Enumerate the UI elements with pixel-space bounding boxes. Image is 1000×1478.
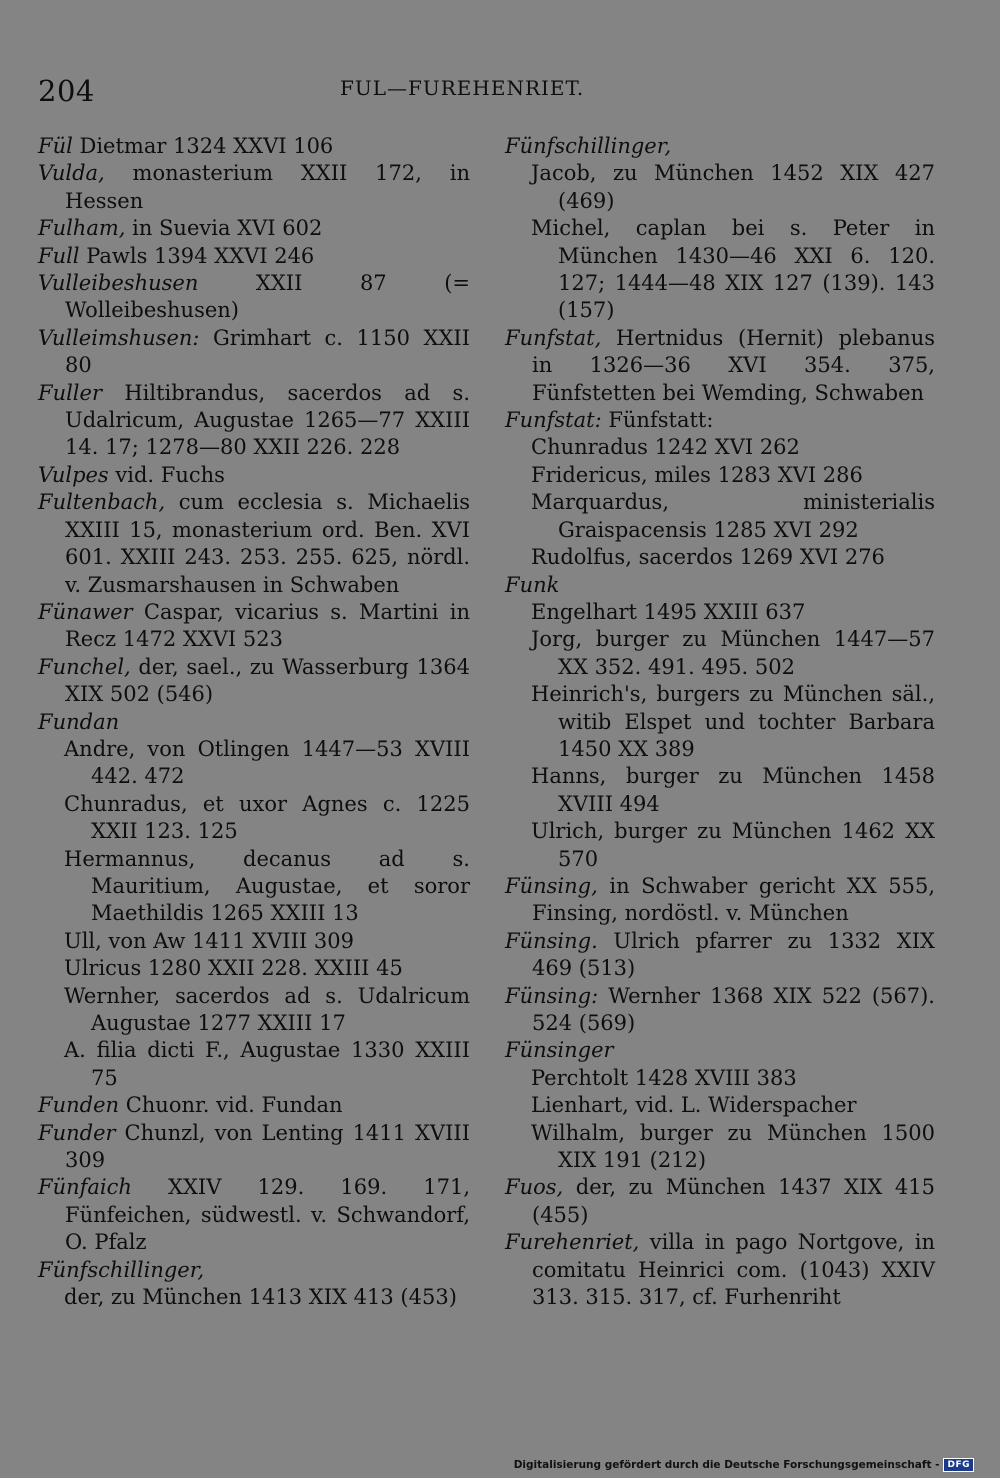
entry-text: in Schwaber gericht XX 555, Finsing, nordöstl. v. München (532, 873, 935, 926)
entry-text: Chunzl, von Lenting 1411 XVIII 309 (65, 1120, 470, 1173)
index-subentry (505, 1120, 935, 1175)
index-entry (38, 709, 470, 736)
entry-text: Perchtolt 1428 XVIII 383 (531, 1065, 797, 1090)
entry-text: Dietmar 1324 XXVI 106 (72, 134, 334, 158)
index-subentry (505, 626, 935, 681)
index-entry (38, 1120, 470, 1175)
footer (514, 1458, 974, 1472)
index-entry (505, 873, 935, 928)
index-entry (38, 654, 470, 709)
index-entry (38, 133, 470, 160)
entry-text: Lienhart, vid. L. Widerspacher (531, 1093, 857, 1118)
entry-text: Wilhalm, burger zu München 1500 XIX 191 (212) (531, 1120, 935, 1173)
entry-text: Engelhart 1495 XXIII 637 (531, 599, 806, 624)
right-column (505, 133, 935, 1311)
entry-headword: Fünfschillinger, (505, 134, 672, 158)
entry-text: Ull, von Aw 1411 XVIII 309 (64, 928, 354, 953)
entry-text: A. filia dicti F., Augustae 1330 XXIII 75 (64, 1038, 470, 1090)
entry-headword: Funk (505, 572, 560, 597)
index-entry (505, 407, 935, 434)
entry-text: Chunradus 1242 XVI 262 (531, 435, 800, 460)
footer-credit: Digitalisierung gefördert durch die Deutsche Forschungsgemeinschaft - (513, 1459, 940, 1471)
index-entry (505, 928, 935, 983)
entry-text: Jorg, burger zu München 1447—57 XX 352. 491. 495. 502 (531, 627, 935, 679)
index-subentry (38, 1037, 470, 1092)
entry-headword: Vulleibeshusen (38, 271, 199, 296)
index-subentry (38, 736, 470, 791)
entry-headword: Fünsing. (505, 928, 598, 953)
index-entry (505, 983, 935, 1038)
entry-headword: Fulham, (38, 216, 126, 241)
entry-headword: Funchel, (38, 654, 131, 679)
left-column (38, 133, 470, 1311)
entry-headword: Funfstat, (505, 325, 602, 350)
entry-text: cum ecclesia s. Michaelis XXIII 15, monasterium ord. Ben. XVI 601. XXIII 243. 253. 255. 625, nördl. v. Zusmarshausen in Schwaben (65, 490, 470, 597)
index-entry (505, 1174, 935, 1229)
index-subentry (38, 983, 470, 1038)
index-subentry (505, 434, 935, 461)
entry-text: Grimhart c. 1150 XXII 80 (65, 325, 470, 378)
index-subentry (505, 489, 935, 544)
entry-text: Heinrich's, burgers zu München säl., witib Elspet und tochter Barbara 1450 XX 389 (531, 682, 935, 761)
entry-text: der, zu München 1437 XIX 415 (455) (532, 1175, 935, 1227)
index-subentry (38, 791, 470, 846)
entry-text: Chuonr. vid. Fundan (119, 1093, 343, 1118)
entry-headword: Fuller (38, 380, 102, 405)
index-subentry (505, 599, 935, 626)
index-entry (38, 489, 470, 599)
index-subentry (505, 681, 935, 763)
entry-text: Wernher, sacerdos ad s. Udalricum Augustae 1277 XXIII 17 (64, 983, 470, 1035)
index-subentry (505, 763, 935, 818)
entry-text: XXII 87 (= Wolleibeshusen) (65, 271, 470, 323)
entry-headword: Fünsing: (505, 983, 599, 1008)
index-subentry (38, 1284, 470, 1311)
entry-text: Fridericus, miles 1283 XVI 286 (531, 462, 863, 487)
entry-headword: Fünfaich (38, 1175, 132, 1200)
index-entry (38, 160, 470, 215)
entry-text: monasterium XXII 172, in Hessen (65, 161, 470, 213)
index-entry (38, 1092, 470, 1119)
entry-headword: Fünsing, (505, 873, 598, 898)
index-entry (38, 325, 470, 380)
entry-headword: Furehenriet, (505, 1230, 640, 1255)
entry-text: Jacob, zu München 1452 XIX 427 (469) (531, 161, 935, 213)
entry-text: Caspar, vicarius s. Martini in Recz 1472 XXVI 523 (65, 599, 470, 652)
entry-text: der, sael., zu Wasserburg 1364 XIX 502 (546) (65, 654, 470, 707)
entry-headword: Funder (38, 1120, 116, 1145)
index-entry (505, 133, 935, 160)
entry-text: Pawls 1394 XXVI 246 (79, 243, 315, 268)
entry-text: vid. Fuchs (108, 462, 225, 487)
index-entry (38, 215, 470, 242)
entry-text: Fünfstatt: (601, 408, 714, 433)
entry-headword: Vulda, (38, 161, 105, 186)
index-entry (38, 1174, 470, 1256)
entry-text: Hertnidus (Hernit) plebanus in 1326—36 XVI 354. 375, Fünfstetten bei Wemding, Schwaben (532, 325, 935, 405)
entry-headword: Funfstat: (505, 408, 602, 433)
index-entry (38, 243, 470, 270)
entry-text: der, zu München 1413 XIX 413 (453) (64, 1285, 457, 1310)
dfg-logo-icon: DFG (943, 1458, 974, 1472)
entry-headword: Fül (38, 134, 73, 158)
entry-headword: Full (38, 243, 80, 268)
index-entry (38, 599, 470, 654)
entry-headword: Fundan (38, 709, 120, 734)
index-entry (505, 325, 935, 407)
entry-text: in Suevia XVI 602 (125, 216, 323, 241)
page-number: 204 (38, 74, 95, 108)
entry-text: Chunradus, et uxor Agnes c. 1225 XXII 123. 125 (64, 791, 470, 844)
index-entry (38, 380, 470, 462)
entry-text: Hermannus, decanus ad s. Mauritium, Augustae, et soror Maethildis 1265 XXIII 13 (64, 846, 470, 926)
entry-text: Wernher 1368 XIX 522 (567). 524 (569) (532, 983, 935, 1035)
entry-text: Andre, von Otlingen 1447—53 XVIII 442. 472 (64, 736, 470, 789)
running-head: FUL—FUREHENRIET. (340, 76, 585, 100)
index-entry (38, 462, 470, 489)
index-subentry (505, 160, 935, 215)
entry-text: Ulrich pfarrer zu 1332 XIX 469 (513) (532, 928, 935, 981)
index-subentry (505, 818, 935, 873)
index-entry (505, 572, 935, 599)
index-entry (505, 1229, 935, 1311)
index-subentry (505, 544, 935, 571)
entry-text: Ulricus 1280 XXII 228. XXIII 45 (64, 956, 403, 981)
index-subentry (38, 955, 470, 982)
index-entry (505, 1037, 935, 1064)
entry-text: Rudolfus, sacerdos 1269 XVI 276 (531, 545, 885, 570)
entry-headword: Fünsinger (505, 1038, 614, 1063)
entry-text: Marquardus, ministerialis Graispacensis 1285 XVI 292 (531, 490, 935, 542)
entry-headword: Funden (38, 1093, 120, 1118)
entry-headword: Fuos, (505, 1175, 564, 1200)
entry-headword: Fultenbach, (38, 490, 166, 515)
entry-text: XXIV 129. 169. 171, Fünfeichen, südwestl. v. Schwandorf, O. Pfalz (65, 1175, 470, 1255)
entry-headword: Vulpes (38, 462, 109, 487)
index-subentry (38, 846, 470, 928)
index-subentry (505, 1065, 935, 1092)
entry-headword: Fünawer (38, 599, 133, 624)
entry-text: Hanns, burger zu München 1458 XVIII 494 (531, 764, 935, 816)
index-subentry (38, 928, 470, 955)
entry-text: Hiltibrandus, sacerdos ad s. Udalricum, Augustae 1265—77 XXIII 14. 17; 1278—80 XXII 226. 228 (65, 380, 470, 460)
index-subentry (505, 1092, 935, 1119)
entry-text: villa in pago Nortgove, in comitatu Heinrici com. (1043) XXIV 313. 315. 317, cf. Furhenriht (532, 1230, 935, 1310)
index-entry (38, 270, 470, 325)
entry-text: Ulrich, burger zu München 1462 XX 570 (531, 819, 935, 871)
index-subentry (505, 462, 935, 489)
index-entry (38, 1257, 470, 1284)
entry-headword: Fünfschillinger, (38, 1257, 205, 1282)
entry-headword: Vulleimshusen: (38, 325, 200, 350)
index-subentry (505, 215, 935, 325)
entry-text: Michel, caplan bei s. Peter in München 1430—46 XXI 6. 120. 127; 1444—48 XIX 127 (139). 143 (157) (531, 216, 935, 323)
